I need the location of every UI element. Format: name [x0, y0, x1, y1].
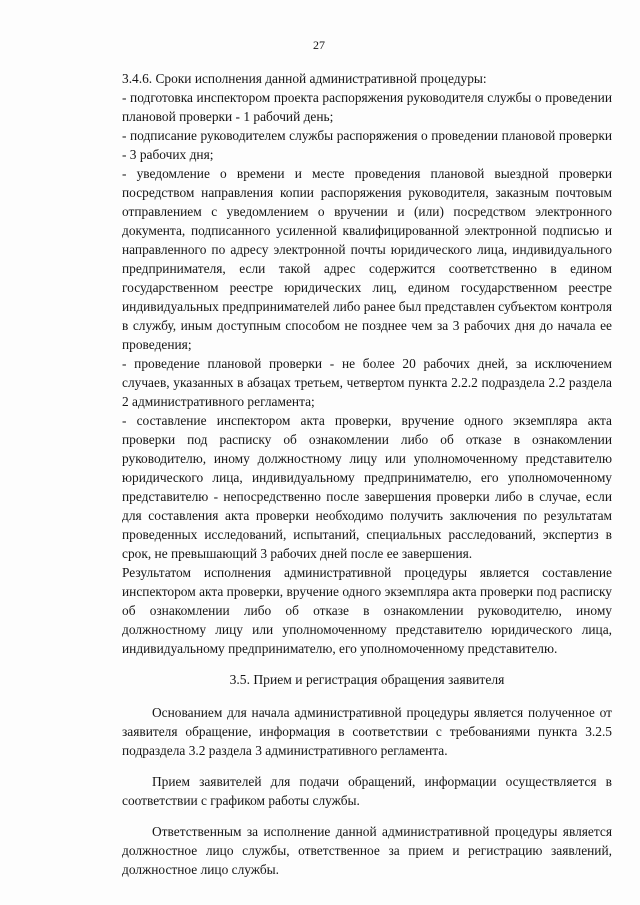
section-3-5-paragraph-2: Прием заявителей для подачи обращений, информации осуществляется в соответствии с графиком работы службы. [122, 774, 612, 808]
section-3-5-paragraph-3: Ответственным за исполнение данной административной процедуры является должностное лицо службы, ответственное за прием и регистрацию заявлений, должностное лицо службы. [122, 824, 612, 877]
section-3-4-6-title: 3.4.6. Сроки исполнения данной административной процедуры: [122, 71, 487, 86]
deadline-item-preparation: - подготовка инспектором проекта распоряжения руководителя службы о проведении плановой проверки - 1 рабочий день; [122, 90, 612, 124]
paragraph-spacer [122, 810, 612, 822]
paragraph-spacer [122, 760, 612, 772]
deadline-item-act: - составление инспектором акта проверки, вручение одного экземпляра акта проверки под расписку об ознакомлении либо об отказе в ознакомлении руководителю, иному должностному лицу или уполномоченному представителю юридического лица, индивидуальному предпринимателю, его уполномоченному представителю - непосредственно после завершения проверки либо в случае, если для составления акта проверки необходимо получить заключения по результатам проведенных исследований, испытаний, специальных расследований, экспертиз в срок, не превышающий 3 рабочих дней после ее завершения. [122, 413, 612, 561]
page-number: 27 [313, 38, 325, 52]
deadline-item-inspection: - проведение плановой проверки - не более 20 рабочих дней, за исключением случаев, указанных в абзацах третьем, четвертом пункта 2.2.2 подраздела 2.2 раздела 2 административного регламента; [122, 356, 612, 409]
procedure-result-paragraph: Результатом исполнения административной процедуры является составление инспектором акта проверки, вручение одного экземпляра акта проверки под расписку об ознакомлении либо об отказе в ознакомлении руководителю, иному должностному лицу или уполномоченному представителю юридического лица, индивидуальному предпринимателю, его уполномоченному представителю. [122, 565, 612, 656]
section-3-5-heading: 3.5. Прием и регистрация обращения заявителя [229, 672, 505, 687]
section-3-5-paragraph-1: Основанием для начала административной процедуры является полученное от заявителя обращение, информация в соответствии с требованиями пункта 3.2.5 подраздела 3.2 раздела 3 административного регламента. [122, 705, 612, 758]
deadline-item-signing: - подписание руководителем службы распоряжения о проведении плановой проверки - 3 рабочих дня; [122, 128, 612, 162]
deadline-item-notification: - уведомление о времени и месте проведения плановой выездной проверки посредством направления копии распоряжения руководителя, заказным почтовым отправлением с уведомлением о вручении и (или) посредством электронного документа, подписанного усиленной квалифицированной электронной подписью и направленного по адресу электронной почты юридического лица, индивидуального предпринимателя, если такой адрес содержится соответственно в едином государственном реестре юридических лиц, едином государственном реестре индивидуальных предпринимателей либо ранее был представлен субъектом контроля в службу, иным доступным способом не позднее чем за 3 рабочих дня до начала ее проведения; [122, 166, 612, 352]
